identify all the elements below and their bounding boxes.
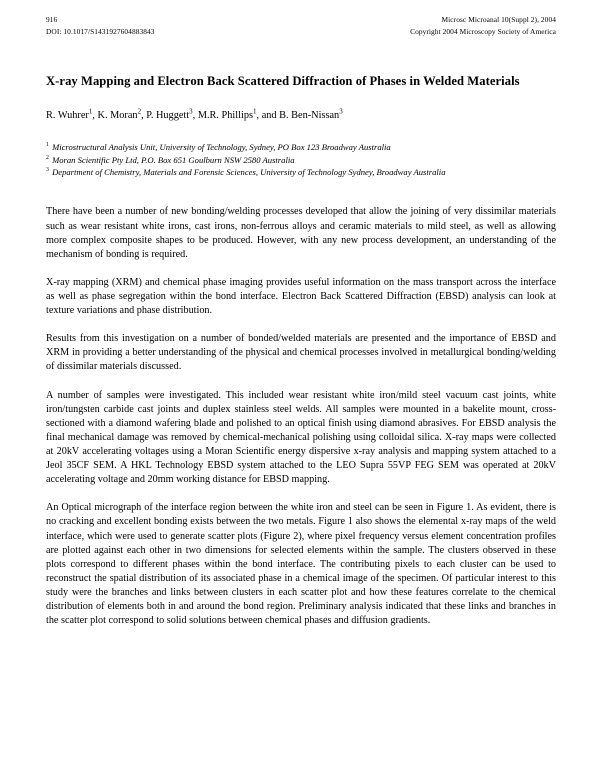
affiliation-text: Department of Chemistry, Materials and Forensic Sciences, University of Technology Sydney, Broadway Australia: [49, 167, 446, 177]
doi-text: DOI: 10.1017/S1431927604883843: [46, 26, 155, 36]
affiliation-text: Microstructural Analysis Unit, University of Technology, Sydney, PO Box 123 Broadway Australia: [49, 142, 391, 153]
author-name: R. Wuhrer: [46, 110, 89, 122]
header-left-block: [46, 14, 155, 37]
affiliation-marker: 1: [46, 142, 49, 149]
affiliation-item: [46, 154, 556, 166]
author-separator: ,: [141, 110, 147, 122]
body-paragraph: A number of samples were investigated. This included wear resistant white iron/mild steel vacuum cast joints, white iron/tungsten carbide cast joints and duplex stainless steel welds. All samples were mounted in a bakelite mount, cross-sectioned with a diamond wafering blade and polished to an optical finish using diamond abrasives. For EBSD analysis the final mechanical damage was removed by chemical-mechanical polishing using colloidal silica. X-ray maps were collected at 20kV accelerating voltages using a Moran Scientific energy dispersive x-ray analysis and mapping system attached to a Jeol 35CF SEM. A HKL Technology EBSD system attached to the LEO Supra 55VP FEG SEM was operated at 20kV accelerating voltage and 20mm working distance for EBSD mapping.: [46, 389, 556, 486]
body-paragraph: An Optical micrograph of the interface region between the white iron and steel can be seen in Figure 1. As evident, there is no cracking and excellent bonding exists between the two metals. Figure 1 also shows the elemental x-ray maps of the weld interface, which were used to generate scatter plots (Figure 2), where pixel frequency versus element concentration profiles are plotted against each other in two dimensions for selected elements within the sample. The clusters observed in these plots correspond to different phases within the bond interface. The contributing pixels to each cluster can be used to reconstruct the spatial distribution of its associated phase in a chemical image of the specimen. Of particular interest to this study were the branches and links between clusters in each scatter plot and how these features correlate to the chemical distribution of elements both in and around the bond region. Preliminary analysis indicated that these links and branches in the scatter plot correspond to solid solutions between chemical phases and diffusion gradients.: [46, 502, 556, 627]
author-name: M.R. Phillips: [197, 110, 254, 122]
affiliation-marker: 3: [46, 167, 49, 174]
body-paragraph: There have been a number of new bonding/welding processes developed that allow the joining of very dissimilar materials such as wear resistant white irons, cast irons, non-ferrous alloys and ceramic materials to mild steel, as well as allowing more complex composite shapes to be produced. However, with any new process development, an understanding of the mechanism of bonding is required.: [46, 206, 556, 260]
body-paragraph: X-ray mapping (XRM) and chemical phase imaging provides useful information on the mass transport across the interface as well as phase segregation within the bond interface. Electron Back Scattered Diffraction (EBSD) analysis can look at texture variations and phase distribution.: [46, 276, 556, 317]
author-affiliation-marker: 2: [137, 107, 142, 116]
author-separator: ,: [92, 110, 98, 122]
affiliation-list: [46, 141, 556, 178]
page-title: X-ray Mapping and Electron Back Scattered Diffraction of Phases in Welded Materials: [46, 74, 520, 89]
author-list: [46, 109, 556, 123]
author-separator: , and: [256, 110, 280, 122]
running-head: [46, 14, 556, 37]
abstract-body: [46, 205, 556, 628]
page-number: 916: [46, 15, 58, 24]
journal-citation: Microsc Microanal 10(Suppl 2), 2004: [441, 15, 556, 24]
author-name: P. Huggett: [146, 110, 190, 122]
author-affiliation-marker: 1: [88, 107, 93, 116]
affiliation-item: [46, 141, 556, 153]
author-affiliation-marker: 3: [339, 107, 343, 116]
body-paragraph: Results from this investigation on a number of bonded/welded materials are presented and the importance of EBSD and XRM in providing a better understanding of the physical and chemical processes involved in metallurgical bonding/welding of dissimilar materials discussed.: [46, 333, 556, 373]
affiliation-marker: 2: [46, 154, 49, 161]
author-affiliation-marker: 3: [189, 107, 193, 116]
title-block: [46, 73, 556, 90]
header-right-block: [410, 14, 556, 37]
affiliation-item: [46, 166, 556, 178]
author-separator: ,: [192, 110, 198, 122]
affiliation-text: Moran Scientific Pty Ltd, P.O. Box 651 Goulburn NSW 2580 Australia: [49, 154, 295, 165]
author-affiliation-marker: 1: [253, 107, 257, 116]
author-name: B. Ben-Nissan: [279, 110, 340, 122]
author-name: K. Moran: [97, 110, 138, 122]
copyright-notice: Copyright 2004 Microscopy Society of America: [410, 26, 556, 36]
